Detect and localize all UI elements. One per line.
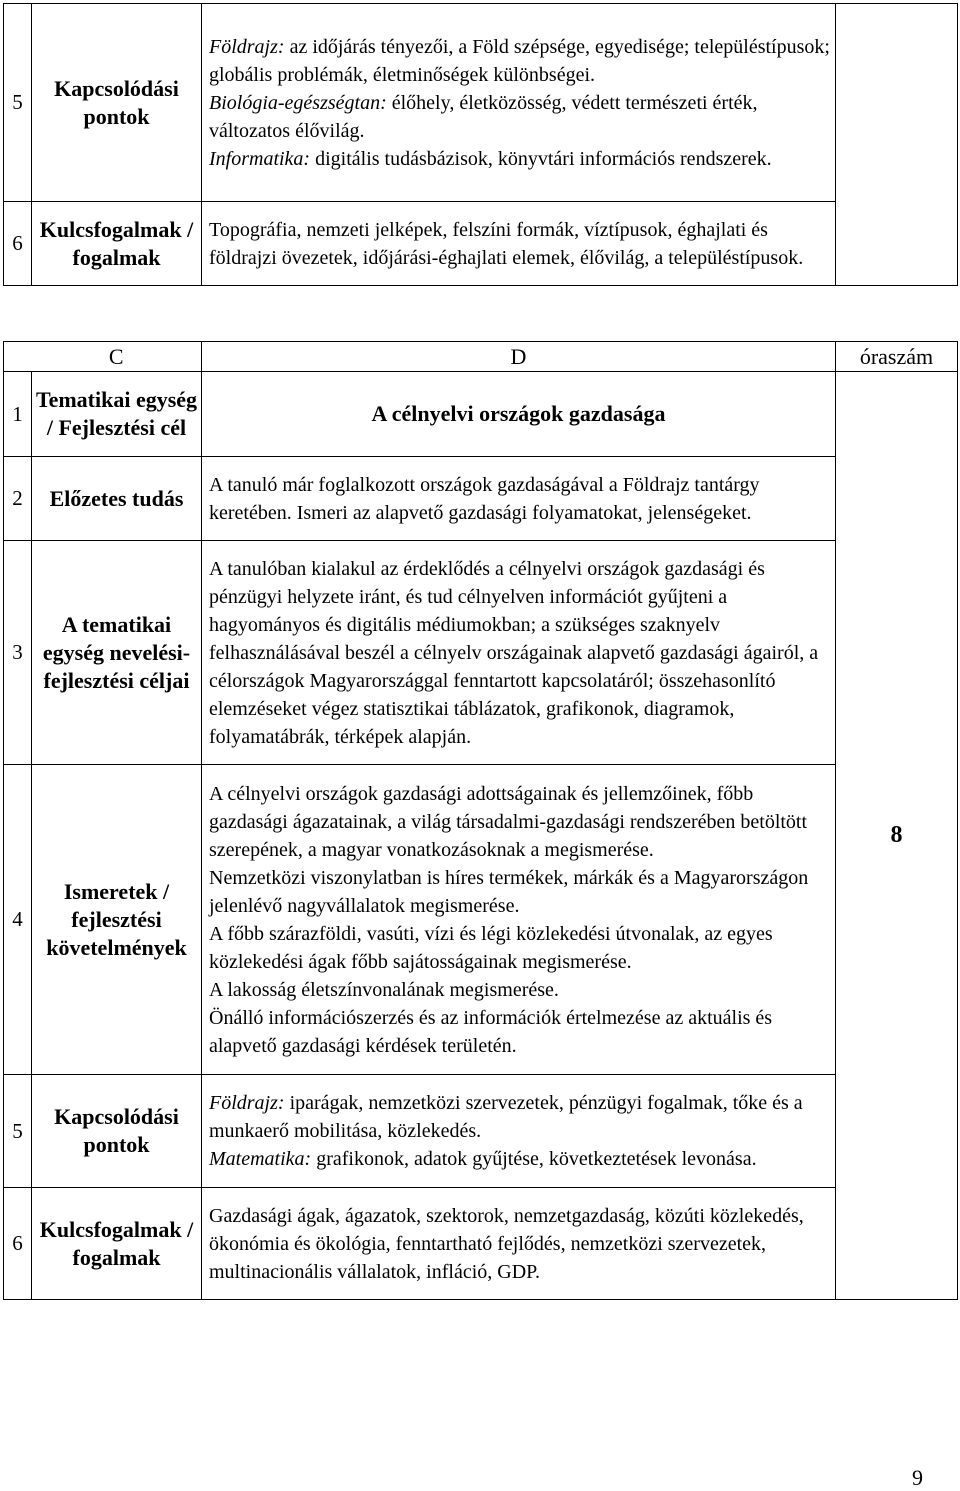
requirement-paragraph: A lakosság életszínvonalának megismerése. — [209, 978, 559, 1001]
connection-line — [209, 145, 831, 173]
key-concepts-text: Topográfia, nemzeti jelképek, felszíni formák, víztípusok, éghajlati és földrajzi övezetek, időjárási-éghajlati elemek, élővilág, a településtípusok. — [202, 202, 836, 286]
row-label: Kulcsfogalmak / fogalmak — [32, 202, 202, 286]
unit-title: A célnyelvi országok gazdasága — [202, 372, 836, 457]
hours-value: 8 — [836, 372, 958, 1300]
header-row — [4, 342, 958, 372]
row-label: Kapcsolódási pontok — [32, 4, 202, 202]
connection-line — [209, 33, 831, 89]
connection-line — [209, 1089, 831, 1145]
subject-name: Matematika: — [209, 1148, 312, 1170]
subject-name: Biológia-egészségtan: — [209, 91, 387, 114]
row-number: 5 — [4, 1075, 32, 1188]
page-number: 9 — [912, 1465, 923, 1490]
prior-knowledge-text: A tanuló már foglalkozott országok gazdaságával a Földrajz tantárgy keretében. Ismeri az alapvető gazdasági folyamatokat, jelenségeket. — [202, 457, 836, 541]
requirements-cell — [202, 765, 836, 1075]
connection-text: élőhely, életközösség, védett természeti érték, változatos élővilág. — [209, 91, 758, 142]
row-number: 6 — [4, 202, 32, 286]
requirement-paragraph: A célnyelvi országok gazdasági adottságainak és jellemzőinek, főbb gazdasági ágazatainak, a világ társadalmi-gazdasági rendszerében betöltött szerepének, a magyar vonatkozásoknak a megismerése. — [209, 782, 808, 861]
table-row — [4, 765, 958, 1075]
row-number: 6 — [4, 1188, 32, 1300]
row-number: 2 — [4, 457, 32, 541]
requirement-paragraph: Önálló információszerzés és az információk értelmezése az aktuális és alapvető gazdasági kérdések területén. — [209, 1006, 773, 1057]
subject-name: Informatika: — [209, 147, 311, 170]
table-row — [4, 1075, 958, 1188]
column-c-header: C — [32, 342, 202, 372]
row-label: Kulcsfogalmak / fogalmak — [32, 1188, 202, 1300]
goals-text: A tanulóban kialakul az érdeklődés a célnyelvi országok gazdasági és pénzügyi helyzete iránt, és tud célnyelven információt gyűjteni a hagyományos és digitális médiumokban; a szükséges szaknyelv felhasználásával beszél a célnyelv országainak alapvető gazdasági ágairól, a célországok Magyarországgal fenntartott kapcsolatáról; összehasonlító elemzéseket végez statisztikai táblázatok, grafikonok, diagramok, folyamatábrák, térképek alapján. — [202, 541, 836, 765]
connections-cell — [202, 1075, 836, 1188]
requirement-paragraph: Nemzetközi viszonylatban is híres termékek, márkák és a Magyarországon jelenlévő nagyvállalatok megismerése. — [209, 866, 809, 917]
row-label: Előzetes tudás — [32, 457, 202, 541]
row-number: 4 — [4, 765, 32, 1075]
connection-text: iparágak, nemzetközi szervezetek, pénzügyi fogalmak, tőke és a munkaerő mobilitása, közlekedés. — [209, 1092, 803, 1142]
row-label: Tematikai egység / Fejlesztési cél — [32, 372, 202, 457]
subject-name: Földrajz: — [209, 1092, 285, 1114]
row-number: 3 — [4, 541, 32, 765]
table-row — [4, 372, 958, 457]
key-concepts-text: Gazdasági ágak, ágazatok, szektorok, nemzetgazdaság, közúti közlekedés, ökonómia és ökológia, fenntartható fejlődés, nemzetközi szervezetek, multinacionális vállalatok, infláció, GDP. — [202, 1188, 836, 1300]
connection-text: grafikonok, adatok gyűjtése, következtetések levonása. — [311, 1148, 757, 1170]
table-row — [4, 541, 958, 765]
table-row — [4, 1188, 958, 1300]
connection-text: digitális tudásbázisok, könyvtári információs rendszerek. — [310, 147, 772, 170]
curriculum-table — [3, 341, 958, 1300]
connection-text: az időjárás tényezői, a Föld szépsége, egyedisége; településtípusok; globális problémák, életminőségek különbségei. — [209, 35, 830, 86]
connection-line — [209, 1145, 831, 1173]
row-number: 1 — [4, 372, 32, 457]
curriculum-table-continued — [3, 3, 958, 286]
table-row — [4, 4, 958, 202]
connections-cell — [202, 4, 836, 202]
table-row — [4, 457, 958, 541]
table-row — [4, 202, 958, 286]
connection-line — [209, 89, 831, 145]
subject-name: Földrajz: — [209, 35, 285, 58]
row-number: 5 — [4, 4, 32, 202]
hours-cell-empty — [836, 4, 958, 286]
hours-header: óraszám — [836, 342, 958, 372]
row-label: Kapcsolódási pontok — [32, 1075, 202, 1188]
row-label: Ismeretek / fejlesztési követelmények — [32, 765, 202, 1075]
row-label: A tematikai egység nevelési-fejlesztési céljai — [32, 541, 202, 765]
column-d-header: D — [202, 342, 836, 372]
requirement-paragraph: A főbb szárazföldi, vasúti, vízi és légi közlekedési útvonalak, az egyes közlekedési ágak főbb sajátosságainak megismerése. — [209, 922, 773, 973]
